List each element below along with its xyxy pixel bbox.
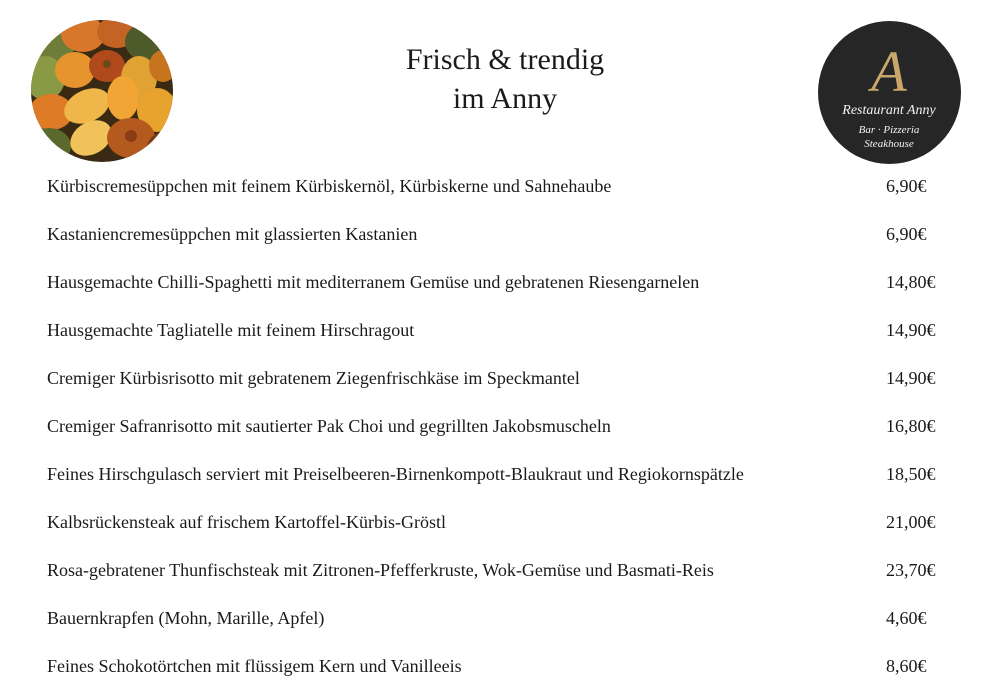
dish-name: Kürbiscremesüppchen mit feinem Kürbiskernöl, Kürbiskerne und Sahnehaube	[47, 176, 612, 196]
menu-item	[0, 355, 990, 403]
dish-price: 23,70€	[886, 560, 936, 580]
dish-name: Feines Schokotörtchen mit flüssigem Kern und Vanilleeis	[47, 656, 462, 676]
menu-item	[0, 499, 990, 547]
page-subtitle: im Anny	[452, 82, 558, 115]
menu-item	[0, 643, 990, 691]
dish-name: Kastaniencremesüppchen mit glassierten Kastanien	[47, 224, 418, 244]
menu-item	[0, 547, 990, 595]
menu-item	[0, 403, 990, 451]
page-title: Frisch & trendig	[405, 43, 605, 76]
menu-item	[0, 259, 990, 307]
logo-monogram: A	[871, 39, 907, 104]
menu-item	[0, 163, 990, 211]
menu-item	[0, 211, 990, 259]
dish-name: Rosa-gebratener Thunfischsteak mit Zitronen-Pfefferkruste, Wok-Gemüse und Basmati-Reis	[47, 560, 714, 580]
dish-price: 4,60€	[886, 608, 927, 628]
dish-price: 16,80€	[886, 416, 936, 436]
menu-item	[0, 595, 990, 643]
dish-price: 18,50€	[886, 464, 936, 484]
dish-name: Kalbsrückensteak auf frischem Kartoffel-Kürbis-Gröstl	[47, 512, 447, 532]
dish-name: Cremiger Kürbisrisotto mit gebratenem Ziegenfrischkäse im Speckmantel	[47, 368, 580, 388]
dish-name: Hausgemachte Tagliatelle mit feinem Hirschragout	[47, 320, 415, 340]
logo-name: Restaurant Anny	[842, 103, 936, 118]
dish-name: Feines Hirschgulasch serviert mit Preiselbeeren-Birnenkompott-Blaukraut und Regiokornspätzle	[47, 464, 744, 484]
dish-price: 6,90€	[886, 224, 927, 244]
dish-price: 14,80€	[886, 272, 936, 292]
dish-name: Bauernkrapfen (Mohn, Marille, Apfel)	[47, 608, 325, 628]
dish-price: 14,90€	[886, 368, 936, 388]
pumpkin-photo	[31, 20, 173, 162]
restaurant-logo	[818, 21, 961, 164]
logo-tagline-1: Bar · Pizzeria	[858, 124, 920, 136]
dish-name: Hausgemachte Chilli-Spaghetti mit mediterranem Gemüse und gebratenen Riesengarnelen	[47, 272, 700, 292]
dish-price: 6,90€	[886, 176, 927, 196]
dish-name: Cremiger Safranrisotto mit sautierter Pak Choi und gegrillten Jakobsmuscheln	[47, 416, 611, 436]
menu-list	[0, 163, 990, 691]
logo-tagline-2: Steakhouse	[864, 138, 914, 150]
menu-item	[0, 451, 990, 499]
dish-price: 14,90€	[886, 320, 936, 340]
dish-price: 8,60€	[886, 656, 927, 676]
dish-price: 21,00€	[886, 512, 936, 532]
menu-item	[0, 307, 990, 355]
